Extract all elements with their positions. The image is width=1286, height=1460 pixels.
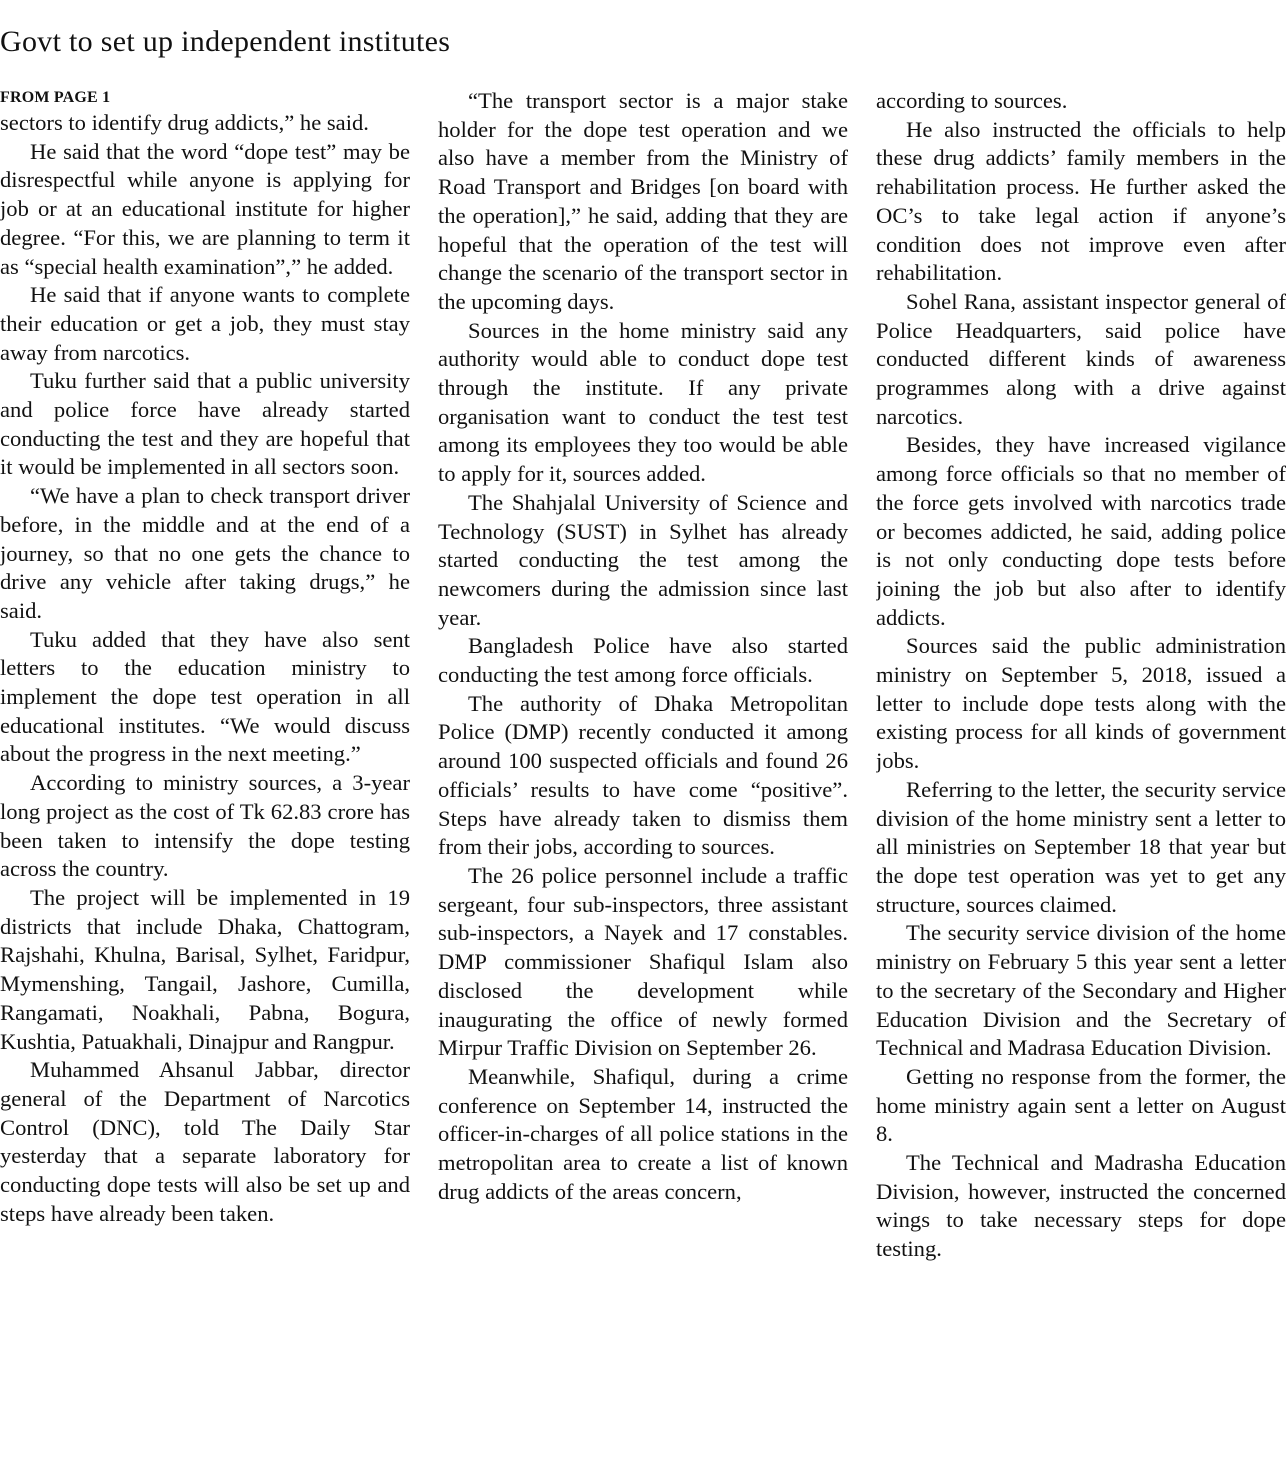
paragraph: sectors to identify drug addicts,” he said. (0, 110, 369, 135)
paragraph: Sources said the public administration ministry on September 5, 2018, issued a letter to include dope tests along with the existing process for all kinds of government jobs. (876, 633, 1286, 774)
paragraph: Meanwhile, Shafiqul, during a crime conference on September 14, instructed the officer-in-charges of all police stations in the metropolitan area to create a list of known drug addicts of the areas concern, (438, 1063, 848, 1204)
paragraph: Bangladesh Police have also started conducting the test among force officials. (438, 633, 848, 688)
paragraph: Tuku further said that a public university and police force have already started conducting the test and they are hopeful that it would be implemented in all sectors soon. (0, 368, 410, 480)
paragraph: He said that the word “dope test” may be disrespectful while anyone is applying for job or at an educational institute for higher degree. “For this, we are planning to term it as “special health examination”,” he added. (0, 138, 410, 279)
article-column-1 (0, 87, 410, 1457)
article-column-2 (438, 87, 848, 1457)
paragraph: The Shahjalal University of Science and Technology (SUST) in Sylhet has already started conducting the test among the newcomers during the admission since last year. (438, 489, 848, 630)
paragraph: Referring to the letter, the security service division of the home ministry sent a letter to all ministries on September 18 that year but the dope test operation was yet to get any structure, sources claimed. (876, 776, 1286, 917)
paragraph: “We have a plan to check transport driver before, in the middle and at the end of a journey, so that no one gets the chance to drive any vehicle after taking drugs,” he said. (0, 483, 410, 623)
paragraph: The 26 police personnel include a traffic sergeant, four sub-inspectors, three assistant sub-inspectors, a Nayek and 17 constables. DMP commissioner Shafiqul Islam also disclosed the development while inaugurating the office of newly formed Mirpur Traffic Division on September 26. (438, 862, 848, 1061)
paragraph: “The transport sector is a major stake holder for the dope test operation and we also have a member from the Ministry of Road Transport and Bridges [on board with the operation],” he said, adding that they are hopeful that the operation of the test will change the scenario of the transport sector in the upcoming days. (438, 88, 848, 314)
paragraph: Sources in the home ministry said any authority would able to conduct dope test through the institute. If any private organisation want to conduct the test test among its employees they too would be able to apply for it, sources added. (438, 317, 848, 487)
paragraph: The security service division of the home ministry on February 5 this year sent a letter to the secretary of the Secondary and Higher Education Division and the Secretary of Technical and Madrasa Education Division. (876, 920, 1286, 1061)
paragraph: The authority of Dhaka Metropolitan Police (DMP) recently conducted it among around 100 suspected officials and found 26 officials’ results to have come “positive”. Steps have already taken to dismiss them from their jobs, according to sources. (438, 690, 848, 860)
paragraph: According to ministry sources, a 3-year long project as the cost of Tk 62.83 crore has been taken to intensify the dope testing across the country. (0, 770, 410, 882)
paragraph: Tuku added that they have also sent letters to the education ministry to implement the dope test operation in all educational institutes. “We would discuss about the progress in the next meeting.” (0, 626, 410, 767)
article-column-3 (876, 87, 1286, 1457)
paragraph: according to sources. (876, 88, 1068, 113)
jump-line: FROM PAGE 1 (0, 89, 111, 106)
paragraph: Getting no response from the former, the home ministry again sent a letter on August 8. (876, 1063, 1286, 1147)
paragraph: He also instructed the officials to help these drug addicts’ family members in the rehabilitation process. He further asked the OC’s to take legal action if anyone’s condition does not improve even after rehabilitation. (876, 116, 1286, 286)
paragraph: Besides, they have increased vigilance among force officials so that no member of the force gets involved with narcotics trade or becomes addicted, he said, adding police is not only conducting dope tests before joining the job but also after to identify addicts. (876, 432, 1286, 630)
paragraph: Sohel Rana, assistant inspector general of Police Headquarters, said police have conducted different kinds of awareness programmes along with a drive against narcotics. (876, 288, 1286, 429)
paragraph: The project will be implemented in 19 districts that include Dhaka, Chattogram, Rajshahi, Khulna, Barisal, Sylhet, Faridpur, Mymenshing, Tangail, Jashore, Cumilla, Rangamati, Noakhali, Pabna, Bogura, Kushtia, Patuakhali, Dinajpur and Rangpur. (0, 884, 410, 1054)
paragraph: Muhammed Ahsanul Jabbar, director general of the Department of Narcotics Control (DNC), told The Daily Star yesterday that a separate laboratory for conducting dope tests will also be set up and steps have already been taken. (0, 1057, 410, 1226)
paragraph: The Technical and Madrasha Education Division, however, instructed the concerned wings to take necessary steps for dope testing. (876, 1150, 1286, 1262)
paragraph: He said that if anyone wants to complete their education or get a job, they must stay away from narcotics. (0, 282, 410, 365)
headline: Govt to set up independent institutes (0, 25, 451, 58)
